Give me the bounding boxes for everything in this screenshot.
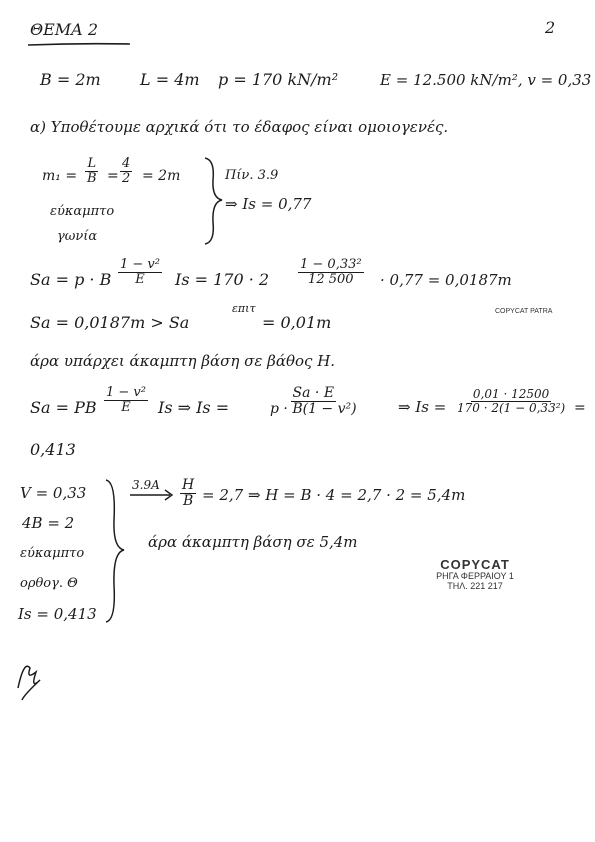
sa-frac2-den: 12 500 — [308, 271, 354, 287]
given-e: E = 12.500 kN/m², v = 0,33 — [380, 71, 592, 89]
m1-lhs: m₁ = — [42, 168, 78, 184]
compare-line: Sa = 0,0187m > Sa — [30, 313, 190, 332]
stamp-address: ΡΗΓΑ ΦΕΡΡΑΙΟΥ 1 — [436, 571, 514, 582]
is-solve-arrow: ⇒ Is = — [398, 398, 447, 416]
b-conclusion: άρα άκαμπτη βάση σε 5,4m — [148, 533, 358, 551]
is-solve-frac3-num: 0,01 · 12500 — [472, 387, 550, 401]
b-h-calc: = 2,7 ⇒ H = B · 4 = 2,7 · 2 = 5,4m — [202, 486, 466, 504]
is-solve-tail: = — [574, 400, 586, 416]
m1-result: = 2m — [142, 168, 181, 184]
table-ref: Πίν. 3.9 — [225, 168, 279, 183]
b-rect: ορθογ. Θ — [20, 576, 78, 591]
is-solve-frac2-num: Sa · E — [292, 385, 335, 401]
compare-sup: επιτ — [232, 302, 256, 315]
sa-frac-den: E — [135, 271, 145, 287]
brace-b — [106, 480, 124, 622]
conclusion-1: άρα υπάρχει άκαμπτη βάση σε βάθος H. — [30, 352, 336, 370]
is-solve-fraction — [104, 386, 148, 414]
sa-fraction — [118, 258, 162, 286]
b-v: V = 0,33 — [20, 484, 87, 502]
is-solve-mid: Is ⇒ Is = — [158, 398, 230, 417]
sa-result: · 0,77 = 0,0187m — [380, 271, 512, 289]
given-b: B = 2m — [40, 70, 101, 89]
b-table: 3.9Α — [132, 478, 160, 492]
m1-fraction-2 — [120, 157, 132, 185]
stamp-name: COPYCAT — [440, 557, 510, 572]
given-p: p = 170 kN/m² — [218, 70, 339, 89]
small-stamp: COPYCAT PATRA — [495, 308, 553, 315]
page-title: ΘΕΜΑ 2 — [30, 20, 98, 39]
sa-lhs: Sa = p · B — [30, 270, 112, 289]
is-result: ⇒ Is = 0,77 — [225, 195, 312, 213]
is-solve-fraction-2 — [268, 386, 359, 416]
sa-frac2-num: 1 − 0,33² — [300, 257, 362, 272]
b-fraction — [180, 478, 196, 508]
m1-frac-den: B — [87, 170, 97, 186]
is-solve-frac2-den: p · B(1 − v²) — [270, 400, 357, 417]
is-value: 0,413 — [30, 440, 76, 459]
m1-eq: = — [107, 168, 119, 184]
assumption-line: α) Υποθέτουμε αρχικά ότι το έδαφος είναι ομοιογενές. — [30, 118, 449, 136]
final-squiggle — [18, 666, 40, 700]
is-solve-fraction-3 — [455, 388, 567, 414]
title-underline — [28, 44, 130, 45]
b-flexible: εύκαμπτο — [20, 546, 85, 561]
m1-frac2-den: 2 — [122, 170, 131, 186]
page-number: 2 — [545, 18, 556, 37]
is-solve-frac-num: 1 − v² — [106, 385, 146, 400]
b-frac-den: B — [182, 492, 194, 509]
flexible-label: εύκαμπτο — [50, 204, 115, 219]
given-l: L = 4m — [140, 70, 200, 89]
copycat-stamp — [420, 558, 530, 592]
b-is: Is = 0,413 — [18, 605, 97, 623]
sa-frac-num: 1 − v² — [120, 257, 160, 272]
m1-fraction — [85, 157, 99, 185]
compare-rhs: = 0,01m — [262, 313, 332, 332]
m1-frac-num: L — [87, 156, 97, 171]
brace-a — [205, 158, 222, 244]
stamp-phone: ΤΗΛ. 221 217 — [447, 581, 503, 592]
m1-frac2-num: 4 — [122, 156, 131, 171]
is-solve-frac3-den: 170 · 2(1 − 0,33²) — [457, 400, 566, 415]
b-frac-num: H — [182, 477, 195, 493]
sa-fraction-2 — [298, 258, 364, 286]
sa-is: Is = 170 · 2 — [175, 270, 270, 289]
corner-label: γωνία — [57, 229, 98, 244]
b-lb: 4B = 2 — [22, 514, 75, 532]
is-solve-lhs: Sa = PB — [30, 398, 97, 417]
is-solve-frac-den: E — [121, 399, 131, 415]
